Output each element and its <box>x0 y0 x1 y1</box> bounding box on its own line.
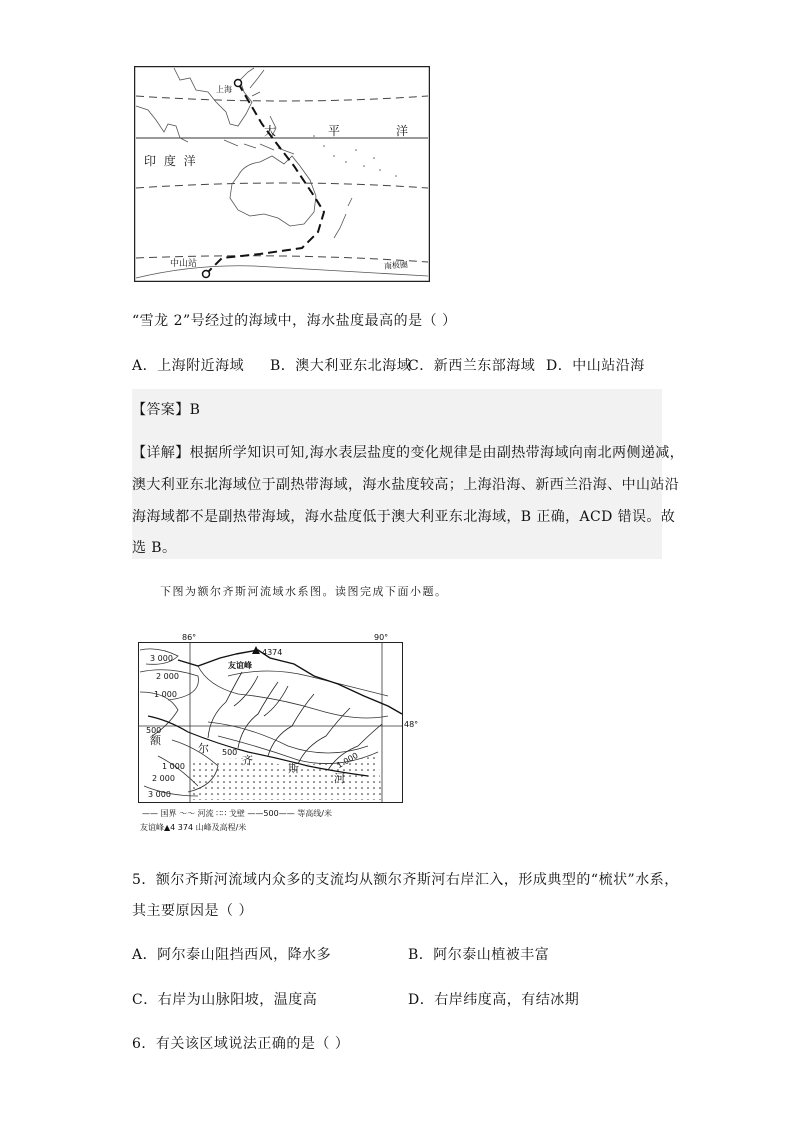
detail-line-1: 【详解】根据所学知识可知,海水表层盐度的变化规律是由副热带海域向南北两侧递减， <box>132 445 685 461</box>
river-char-1: 额 <box>150 734 161 747</box>
peak-name-label: 友谊峰 <box>228 661 252 670</box>
river-char-4: 斯 <box>288 762 299 775</box>
contour-label-7: 2 000 <box>152 774 175 783</box>
pacific-label-2: 平 <box>328 124 341 138</box>
river-basin-map <box>138 633 419 836</box>
contour-label-1: 3 000 <box>150 654 173 663</box>
q5-option-d: D．右岸纬度高，有结冰期 <box>408 992 580 1008</box>
q5-option-a: A．阿尔泰山阻挡西风，降水多 <box>132 947 332 963</box>
pacific-label-3: 洋 <box>396 124 409 138</box>
prev-option-d: D．中山站沿海 <box>546 358 645 374</box>
river-char-2: 尔 <box>198 742 209 755</box>
figure-intro: 下图为额尔齐斯河流域水系图。读图完成下面小题。 <box>160 585 448 598</box>
answer-label: 【答案】B <box>132 402 201 418</box>
lat-48-label: 48° <box>404 720 419 729</box>
lon-90-label: 90° <box>374 633 389 642</box>
detail-line-3: 海海域都不是副热带海域，海水盐度低于澳大利亚东北海域，B 正确，ACD 错误。故 <box>132 509 676 525</box>
antarctic-circle-label: 南极圈 <box>383 260 409 271</box>
route-map <box>134 66 430 282</box>
q5-option-c: C．右岸为山脉阳坡，温度高 <box>132 992 318 1008</box>
q5-stem-line2: 其主要原因是（ ） <box>132 903 253 919</box>
river-char-5: 河 <box>334 772 345 785</box>
prev-option-a: A．上海附近海域 <box>132 358 245 374</box>
zhongshan-label: 中山站 <box>170 259 198 269</box>
q5-stem-line1: 5．额尔齐斯河流域内众多的支流均从额尔齐斯河右岸汇入，形成典型的“梳状”水系， <box>132 872 679 888</box>
prev-option-c: C．新西兰东部海域 <box>408 358 536 374</box>
indian-ocean-label: 印 度 洋 <box>144 154 198 168</box>
contour-label-6: 1 000 <box>162 762 185 771</box>
pacific-label-1: 太 <box>264 124 277 138</box>
shanghai-label: 上海 <box>216 85 232 94</box>
contour-label-3: 1 000 <box>154 690 177 699</box>
contour-label-9: 1 000 <box>335 750 360 771</box>
q6-stem: 6．有关该区域说法正确的是（ ） <box>132 1036 350 1052</box>
peak-height-label: 4374 <box>262 648 283 657</box>
contour-label-8: 3 000 <box>148 790 171 799</box>
map-legend-line1: —— 国界 ～～ 河流 ∷∷ 戈壁 ——500—— 等高线/米 <box>142 809 332 818</box>
contour-label-4: 500 <box>146 726 162 735</box>
detail-line-2: 澳大利亚东北海域位于副热带海域，海水盐度较高；上海沿海、新西兰沿海、中山站沿 <box>132 477 680 493</box>
detail-line-4: 选 B。 <box>132 540 177 556</box>
q5-option-b: B．阿尔泰山植被丰富 <box>408 947 550 963</box>
river-char-3: 齐 <box>242 754 253 767</box>
prev-question-stem: “雪龙 2”号经过的海域中，海水盐度最高的是（ ） <box>132 313 457 329</box>
lon-86-label: 86° <box>182 633 197 642</box>
contour-label-5: 500 <box>222 748 238 757</box>
prev-option-b: B．澳大利亚东北海域 <box>270 358 412 374</box>
map-legend-line2: 友谊峰▲4 374 山峰及高程/米 <box>140 823 247 832</box>
contour-label-2: 2 000 <box>156 672 179 681</box>
